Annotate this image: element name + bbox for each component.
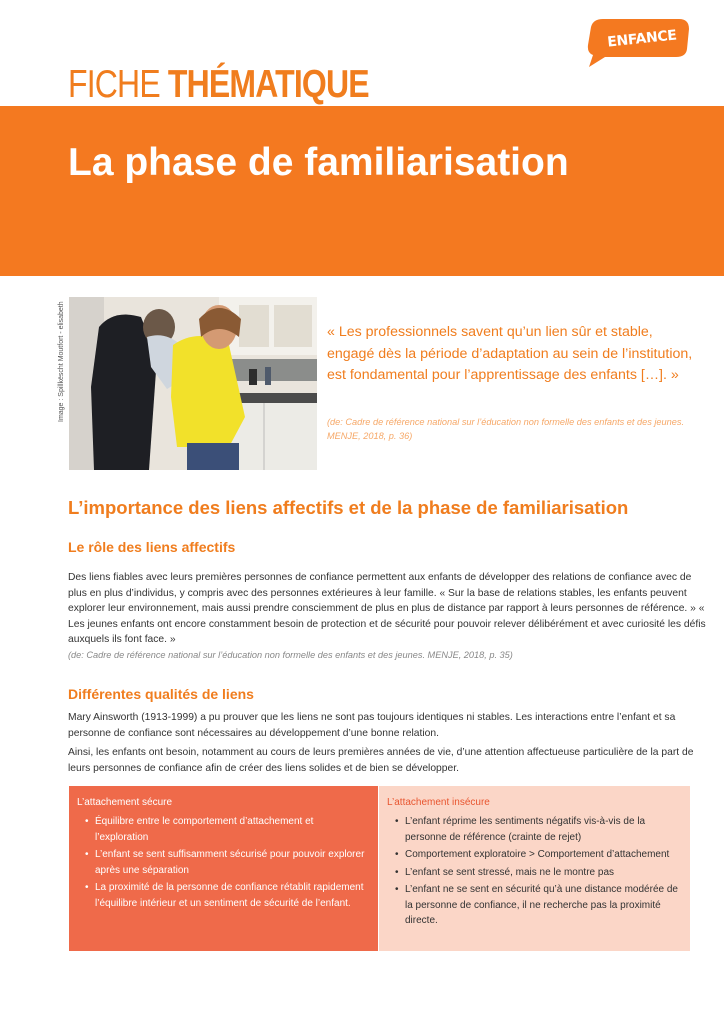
document-kicker [68,63,369,107]
quote-source: (de: Cadre de référence national sur l’éducation non formelle des enfants et des jeunes. MENJE, 2018, p. 36) [327,417,685,441]
paragraph-attention: Ainsi, les enfants ont besoin, notamment au cours de leurs premières années de vie, d’une attention affectueuse particulière de la part de leurs personnes de confiance afin de créer des liens solides et de bien se développer. [68,747,694,774]
logo-text: ENFANCE [606,27,678,51]
list-item: • Équilibre entre le comportement d’attachement et l’exploration [77,814,368,845]
pull-quote: « Les professionnels savent qu’un lien sûr et stable, engagé dès la période d’adaptation au sein de l’institution, est fondamental pour l’apprentissage des enfants […]. » [327,324,693,383]
photo-caregiver-holding-child [69,297,317,470]
secure-list [77,814,368,911]
page-title: La phase de familiarisation [68,141,569,184]
list-item: • L’enfant se sent stressé, mais ne le montre pas [387,865,680,881]
kicker-light: FICHE [68,63,160,106]
insecure-list [387,814,680,929]
subheading-qualities: Différentes qualités de liens [68,686,254,702]
secure-box-title: L’attachement sécure [77,797,173,808]
secure-attachment-box [69,786,378,951]
list-item: • L’enfant se sent suffisamment sécurisé pour pouvoir explorer après une séparation [77,847,368,878]
image-credit: Image : Spillkëscht Moutfort - elisabeth [58,301,65,422]
title-banner [0,106,724,276]
section-heading: L’importance des liens affectifs et de la phase de familiarisation [68,497,629,518]
kicker-bold: THÉMATIQUE [167,63,369,106]
insecure-box-title: L’attachement insécure [387,797,490,808]
list-item: • Comportement exploratoire > Comportement d’attachement [387,847,680,863]
list-item: • La proximité de la personne de confiance rétablit rapidement l’équilibre intérieur et un sentiment de sécurité de l’enfant. [77,880,368,911]
list-item: • L’enfant ne se sent en sécurité qu’à une distance modérée de la personne de confiance, il ne recherche pas la proximité directe. [387,882,680,929]
subheading-role: Le rôle des liens affectifs [68,539,236,555]
insecure-attachment-box [379,786,690,951]
list-item: • L’enfant réprime les sentiments négatifs vis-à-vis de la personne de référence (crainte de rejet) [387,814,680,845]
citation: (de: Cadre de référence national sur l’éducation non formelle des enfants et des jeunes. MENJE, 2018, p. 35) [68,650,513,660]
paragraph-role: Des liens fiables avec leurs premières personnes de confiance permettent aux enfants de développer des relations de confiance avec de plus en plus d’individus, y compris avec des personnes extérieures à leur famille. « Sur la base de relations stables, les enfants peuvent explorer leur environnement, mais aussi prendre consciemment de plus en plus de distance par rapport à leurs personnes de référence. » « Les jeunes enfants ont encore constamment besoin de protection et de sécurité pour pouvoir relever délibérément et avec curiosité les défis auxquels ils font face. » [68,572,706,645]
paragraph-ainsworth: Mary Ainsworth (1913-1999) a pu prouver que les liens ne sont pas toujours identiques ni stables. Les interactions entre l’enfant et sa personne de confiance sont nécessaires au développement d’une bonne relation. [68,712,676,739]
